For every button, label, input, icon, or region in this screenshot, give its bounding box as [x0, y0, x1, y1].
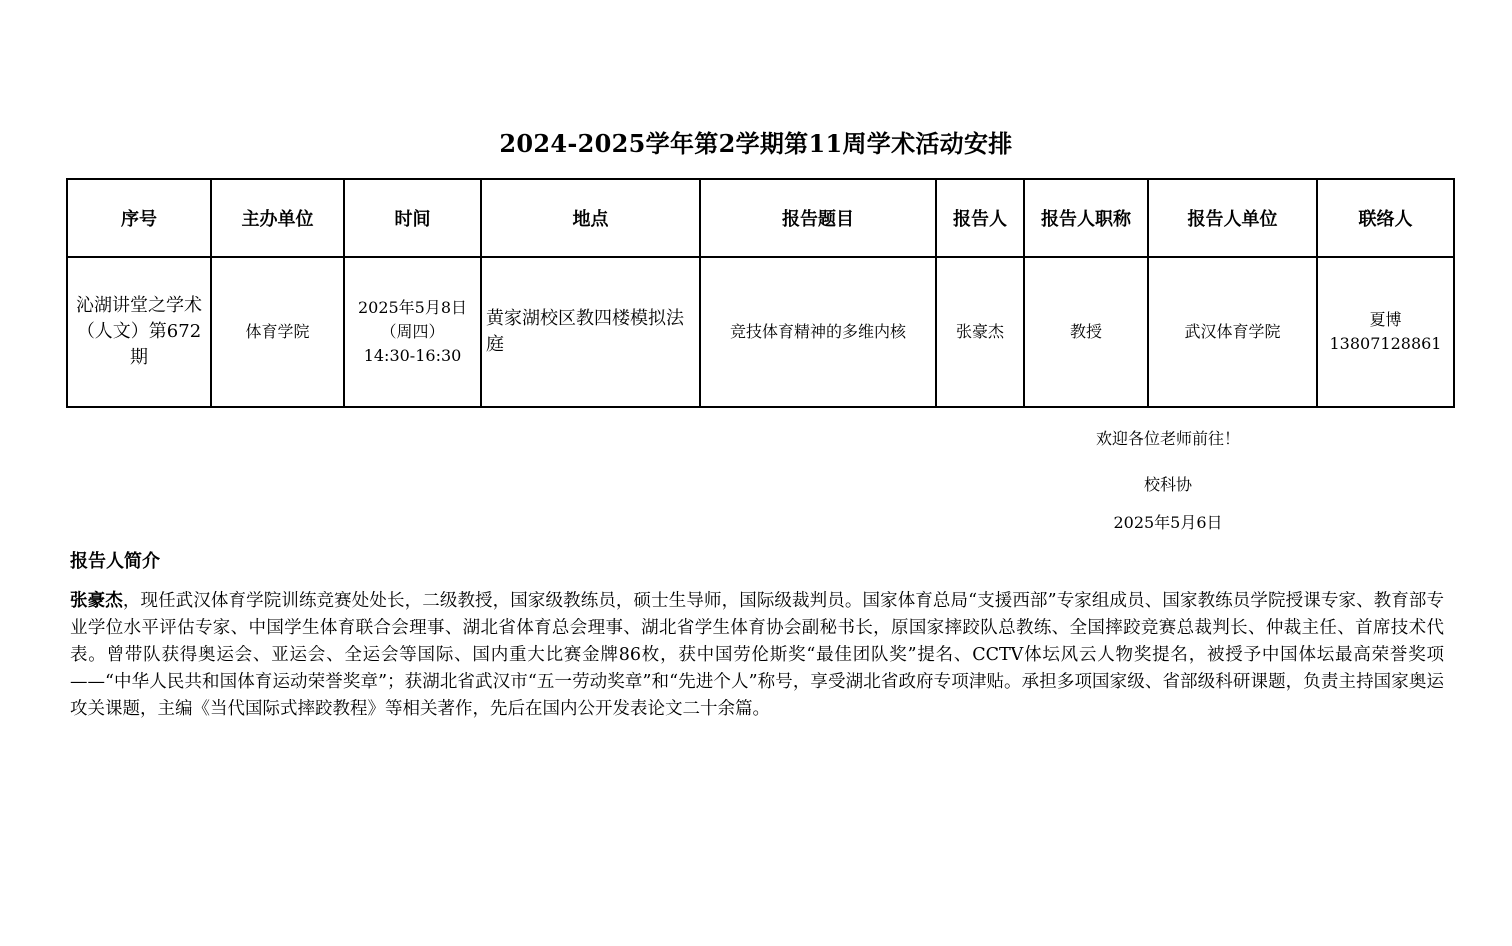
header-time: 时间	[344, 179, 481, 257]
cell-serial: 沁湖讲堂之学术（人文）第672期	[67, 257, 211, 407]
cell-time	[344, 257, 481, 407]
closing-welcome: 欢迎各位老师前往！	[1095, 429, 1240, 448]
time-range: 14:30-16:30	[363, 346, 462, 365]
cell-contact	[1317, 257, 1454, 407]
header-contact: 联络人	[1317, 179, 1454, 257]
contact-name: 夏博	[1369, 310, 1402, 329]
header-location: 地点	[481, 179, 700, 257]
cell-speaker: 张豪杰	[936, 257, 1024, 407]
header-topic: 报告题目	[700, 179, 936, 257]
table-row	[67, 257, 1454, 407]
cell-speaker-unit: 武汉体育学院	[1148, 257, 1317, 407]
time-weekday: （周四）	[380, 322, 445, 341]
table-header-row	[67, 179, 1454, 257]
closing-organization: 校科协	[1143, 475, 1192, 494]
cell-topic: 竞技体育精神的多维内核	[700, 257, 936, 407]
bio-text: ，现任武汉体育学院训练竞赛处处长，二级教授，国家级教练员，硕士生导师，国际级裁判员。国家体育总局“支援西部”专家组成员、国家教练员学院授课专家、教育部专业学位水平评估专家、中国学生体育联合会理事、湖北省体育总会理事、湖北省学生体育协会副秘书长，原国家摔跤队总教练、全国摔跤竞赛总裁判长、仲裁主任、首席技术代表。曾带队获得奥运会、亚运会、全运会等国际、国内重大比赛金牌86枚，获中国劳伦斯奖“最佳团队奖”提名、CCTV体坛风云人物奖提名，被授予中国体坛最高荣誉奖项——“中华人民共和国体育运动荣誉奖章”；获湖北省武汉市“五一劳动奖章”和“先进个人”称号，享受湖北省政府专项津贴。承担多项国家级、省部级科研课题，负责主持国家奥运攻关课题，主编《当代国际式摔跤教程》等相关著作，先后在国内公开发表论文二十余篇。	[70, 591, 1445, 719]
bio-paragraph	[70, 588, 1444, 723]
contact-phone: 13807128861	[1329, 334, 1442, 353]
schedule-table	[66, 178, 1455, 408]
header-speaker-unit: 报告人单位	[1148, 179, 1317, 257]
header-speaker-title: 报告人职称	[1024, 179, 1148, 257]
closing-date: 2025年5月6日	[1113, 513, 1223, 532]
cell-location: 黄家湖校区教四楼模拟法庭	[481, 257, 700, 407]
bio-speaker-name: 张豪杰	[70, 591, 123, 611]
header-host: 主办单位	[211, 179, 344, 257]
header-serial: 序号	[67, 179, 211, 257]
cell-speaker-title: 教授	[1024, 257, 1148, 407]
time-date: 2025年5月8日	[357, 298, 468, 317]
bio-heading: 报告人简介	[70, 551, 160, 572]
header-speaker: 报告人	[936, 179, 1024, 257]
cell-host: 体育学院	[211, 257, 344, 407]
page-title: 2024-2025学年第2学期第11周学术活动安排	[499, 129, 1013, 158]
